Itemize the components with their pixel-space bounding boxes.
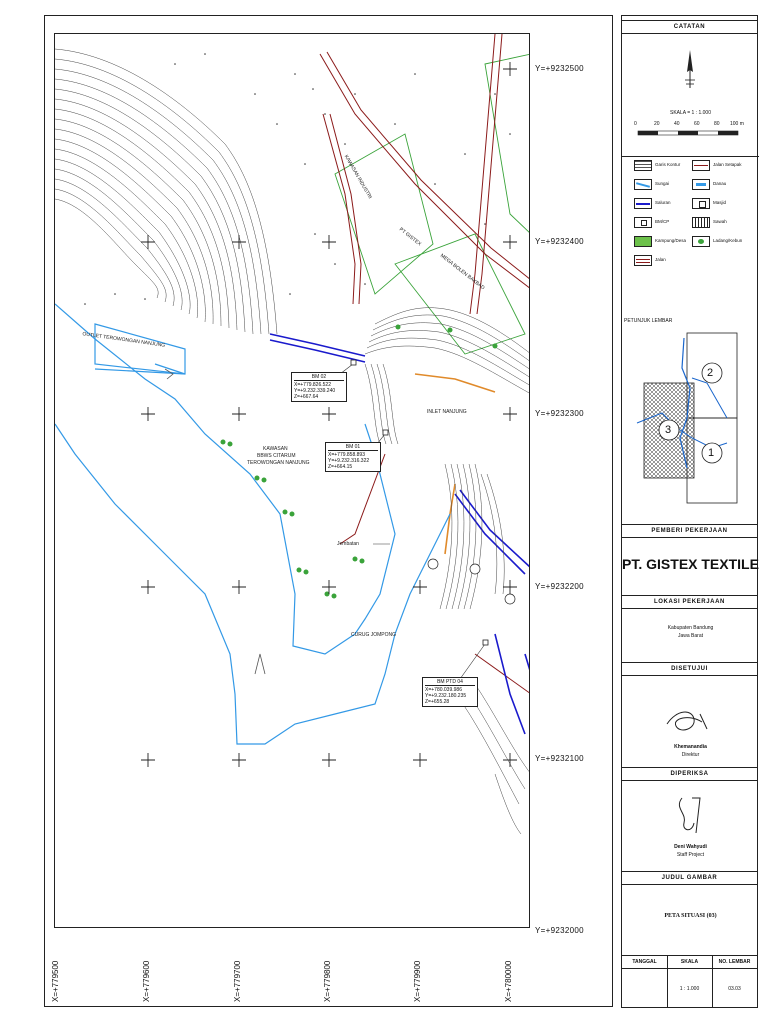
kawasan-label-1: KAWASAN [263,446,288,452]
river-swatch [634,179,652,190]
legend-label: Danau [713,181,727,186]
legend-label: Sawah [713,219,727,224]
scale-tick: 80 [714,121,720,127]
benchmark-x: X=+780.039.986 [425,687,462,693]
road-label-1: KAWASAN INDUSTRI [342,154,373,200]
benchmark-z: Z=+664.15 [328,464,353,470]
garden-swatch [692,236,710,247]
orange-alignment [415,374,495,554]
station-circles [428,559,515,604]
benchmark-swatch [634,217,652,228]
legend-label: Saluran [655,200,671,205]
x-coordinate-label: X=+779600 [142,960,151,1002]
val-skala: 1 : 1.000 [679,986,700,992]
legend-label: Masjid [713,200,727,205]
village-areas [335,54,530,354]
x-coordinate-label: X=+779500 [51,960,60,1002]
mosque-swatch [692,198,710,209]
spot-heights [84,53,511,305]
benchmark-title: BM 01 [328,444,378,451]
scale-tick: 60 [694,121,700,127]
col-tanggal: TANGGAL [632,959,657,965]
flow-arrows [165,369,265,674]
kawasan-label-2: BBWS CITARUM [257,453,296,459]
benchmark-z: Z=+655.28 [425,699,450,705]
lokasi-header: LOKASI PEKERJAAN [622,595,757,609]
col-lembar: NO. LEMBAR [718,959,751,965]
benchmark-box-bm02 [291,372,347,402]
benchmark-markers [351,360,488,645]
contour-lines-valley [365,308,530,834]
contour-swatch [634,160,652,171]
village-swatch [634,236,652,247]
topographic-map [55,34,530,928]
checker-title: Staff Project [676,852,705,858]
north-arrow-icon [680,50,700,90]
diperiksa-header: DIPERIKSA [622,767,757,781]
legend-label: Sungai [655,181,670,186]
judul-header: JUDUL GAMBAR [622,871,757,885]
benchmark-y: Y=+9.232.180.235 [425,693,467,699]
legend-label: Ladang/Kebun [713,238,743,243]
benchmark-z: Z=+667.64 [294,394,319,400]
title-block-panel [621,15,758,1008]
footpath-swatch [692,160,710,171]
benchmark-box-bmptd04 [422,677,478,707]
x-coordinate-label: X=+779800 [323,960,332,1002]
contour-lines-slope [55,49,277,334]
scale-bar [636,128,746,138]
disetujui-header: DISETUJUI [622,662,757,676]
val-lembar: 03.03 [728,986,741,992]
map-canvas[interactable] [54,33,530,928]
benchmark-x: X=+779.858.893 [328,452,365,458]
x-coordinate-label: X=+780000 [504,960,513,1002]
benchmark-title: BM 02 [294,374,344,381]
sheet-number-3: 3 [665,424,672,436]
drawing-title: PETA SITUASI (03) [664,913,717,919]
inlet-label: INLET NANJUNG [427,409,467,415]
approver-name: Khemanandia [674,744,707,750]
legend-label: BM/CP [655,219,670,224]
company-name: PT. GISTEX TEXTILE [622,556,759,572]
x-coordinate-label: X=+779700 [233,960,242,1002]
benchmark-title: BM PTD 04 [425,679,475,686]
sheet-index-diagram [632,328,750,508]
benchmark-x: X=+779.826.522 [294,382,331,388]
checker-signature [672,793,712,838]
legend-label: Jalan [655,257,666,262]
sheet-number-2: 2 [707,367,714,379]
x-coordinate-label: X=+779900 [413,960,422,1002]
sheet-number-1: 1 [708,447,715,459]
scale-tick: 100 m [730,121,744,127]
y-coordinate-label: Y=+9232300 [535,409,584,418]
jembatan-label: Jembatan [337,541,359,547]
lokasi-line-2: Jawa Barat [677,633,703,639]
outlet-label: OUTLET TEROWONGAN NANJUNG [81,331,166,349]
benchmark-y: Y=+9.232.316.322 [328,458,370,464]
col-skala: SKALA [680,959,699,965]
legend-label: Kampung/Desa [655,238,687,243]
lake-swatch [692,179,710,190]
curug-label: CURUG JOMPONG [351,632,396,638]
petunjuk-label: PETUNJUK LEMBAR [624,318,673,324]
scale-text: SKALA = 1 : 1.000 [669,110,711,116]
y-coordinate-label: Y=+9232400 [535,237,584,246]
scale-tick: 40 [674,121,680,127]
scale-tick: 0 [634,121,637,127]
scale-tick: 20 [654,121,660,127]
y-coordinate-label: Y=+9232000 [535,926,584,935]
pemberi-header: PEMBERI PEKERJAAN [622,524,757,538]
lokasi-line-1: Kabupaten Bandung [667,625,714,631]
ricefield-swatch [692,217,710,228]
kawasan-label-3: TEROWONGAN NANJUNG [247,460,310,466]
river [55,304,450,744]
info-table [622,955,757,1008]
legend-label: Garis Kontur [655,162,681,167]
benchmark-box-bm01 [325,442,381,472]
checker-name: Deni Wahyudi [674,844,707,850]
road-swatch [634,255,652,266]
benchmark-y: Y=+9.232.339.240 [294,388,336,394]
approver-signature [662,704,712,739]
legend [622,156,759,282]
road-label-2: PT GISTEX [397,226,423,248]
legend-label: Jalan Setapak [713,162,742,167]
catatan-header: CATATAN [622,20,757,34]
canal-swatch [634,198,652,209]
y-coordinate-label: Y=+9232100 [535,754,584,763]
y-coordinate-label: Y=+9232500 [535,64,584,73]
y-coordinate-label: Y=+9232200 [535,582,584,591]
approver-title: Direktur [681,752,700,758]
road-label-3: MEGA BOLEN BAKBAD [438,252,486,292]
